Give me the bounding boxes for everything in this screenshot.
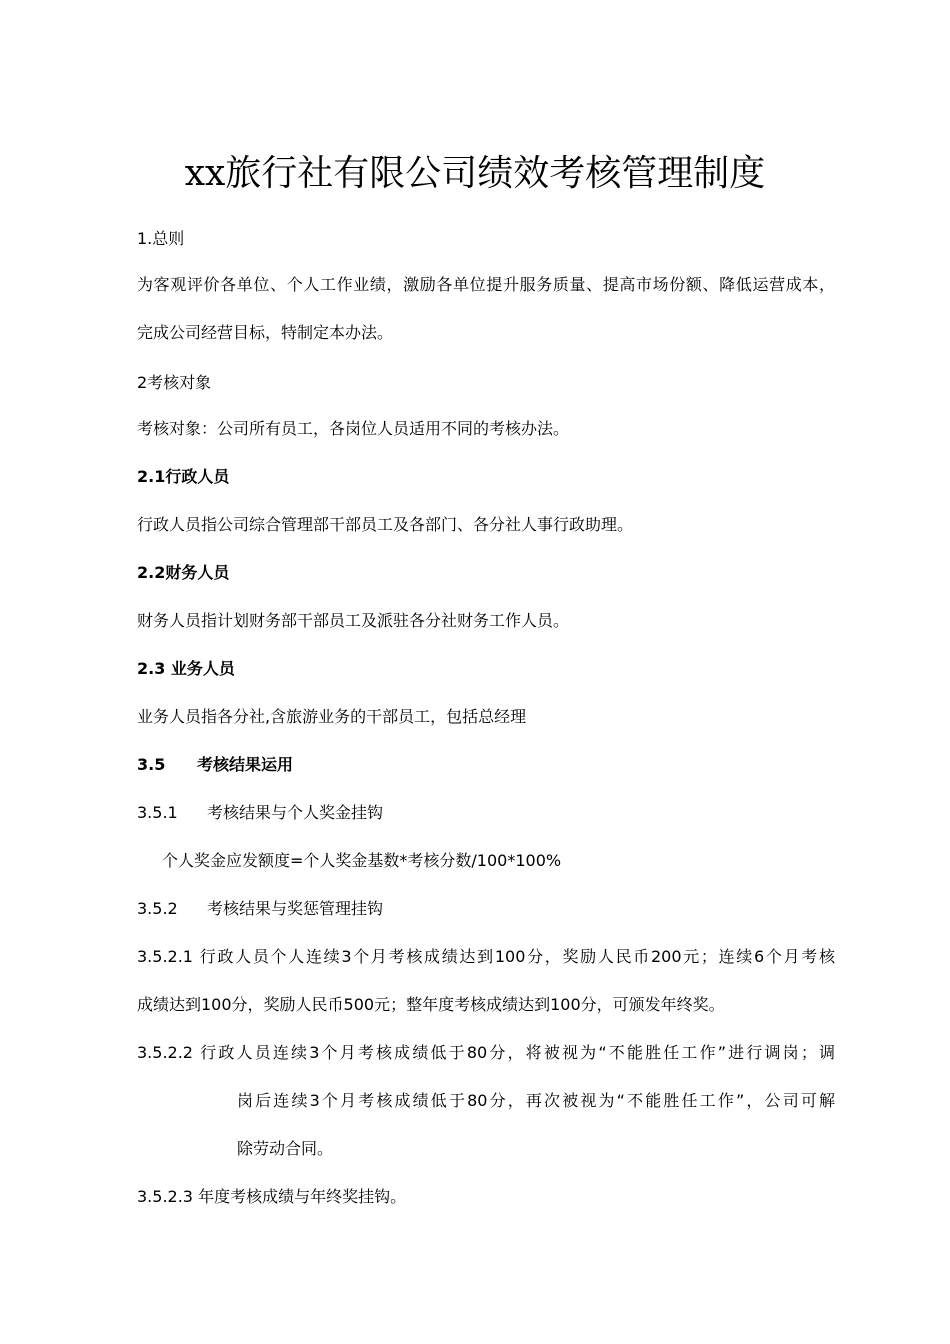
section-1-paragraph-line-2: 完成公司经营目标，特制定本办法。 bbox=[137, 323, 394, 342]
section-2-1-heading: 2.1行政人员 bbox=[137, 467, 230, 486]
section-3-5-1-title: 考核结果与个人奖金挂钩 bbox=[207, 803, 384, 822]
section-2-3-heading: 2.3 业务人员 bbox=[137, 659, 235, 678]
clause-3-5-2-1-line-1: 3.5.2.1 行政人员个人连续3个月考核成绩达到100分，奖励人民币200元；连续6个月考核 bbox=[137, 947, 835, 966]
clause-3-5-2-2-line-1: 3.5.2.2 行政人员连续3个月考核成绩低于80分，将被视为“不能胜任工作”进行调岗；调 bbox=[137, 1043, 835, 1062]
section-3-5-title: 考核结果运用 bbox=[197, 755, 294, 774]
section-1-heading: 1.总则 bbox=[137, 229, 185, 248]
section-2-2-heading: 2.2财务人员 bbox=[137, 563, 230, 582]
section-2-2-paragraph: 财务人员指计划财务部干部员工及派驻各分社财务工作人员。 bbox=[137, 611, 570, 630]
section-2-3-paragraph: 业务人员指各分社,含旅游业务的干部员工，包括总经理 bbox=[137, 707, 527, 726]
clause-3-5-2-3: 3.5.2.3 年度考核成绩与年终奖挂钩。 bbox=[137, 1187, 407, 1206]
bonus-formula: 个人奖金应发额度=个人奖金基数*考核分数/100*100% bbox=[162, 851, 562, 870]
clause-3-5-2-2-line-3: 除劳动合同。 bbox=[237, 1139, 334, 1158]
section-2-heading: 2考核对象 bbox=[137, 373, 212, 392]
section-3-5-2-heading bbox=[137, 898, 383, 920]
section-2-1-paragraph: 行政人员指公司综合管理部干部员工及各部门、各分社人事行政助理。 bbox=[137, 515, 634, 534]
section-3-5-2-number: 3.5.2 bbox=[137, 899, 178, 918]
section-3-5-number: 3.5 bbox=[137, 755, 166, 774]
clause-3-5-2-1-line-2: 成绩达到100分，奖励人民币500元；整年度考核成绩达到100分，可颁发年终奖。 bbox=[137, 995, 725, 1014]
clause-3-5-2-2-line-2: 岗后连续3个月考核成绩低于80分，再次被视为“不能胜任工作”，公司可解 bbox=[237, 1091, 835, 1110]
section-3-5-2-title: 考核结果与奖惩管理挂钩 bbox=[207, 899, 384, 918]
section-2-paragraph: 考核对象：公司所有员工，各岗位人员适用不同的考核办法。 bbox=[137, 419, 570, 438]
section-3-5-heading bbox=[137, 754, 293, 776]
section-3-5-1-heading bbox=[137, 802, 383, 824]
section-3-5-1-number: 3.5.1 bbox=[137, 803, 178, 822]
section-1-paragraph-line-1: 为客观评价各单位、个人工作业绩，激励各单位提升服务质量、提高市场份额、降低运营成本， bbox=[137, 275, 835, 294]
document-title: xx旅行社有限公司绩效考核管理制度 bbox=[184, 153, 766, 194]
